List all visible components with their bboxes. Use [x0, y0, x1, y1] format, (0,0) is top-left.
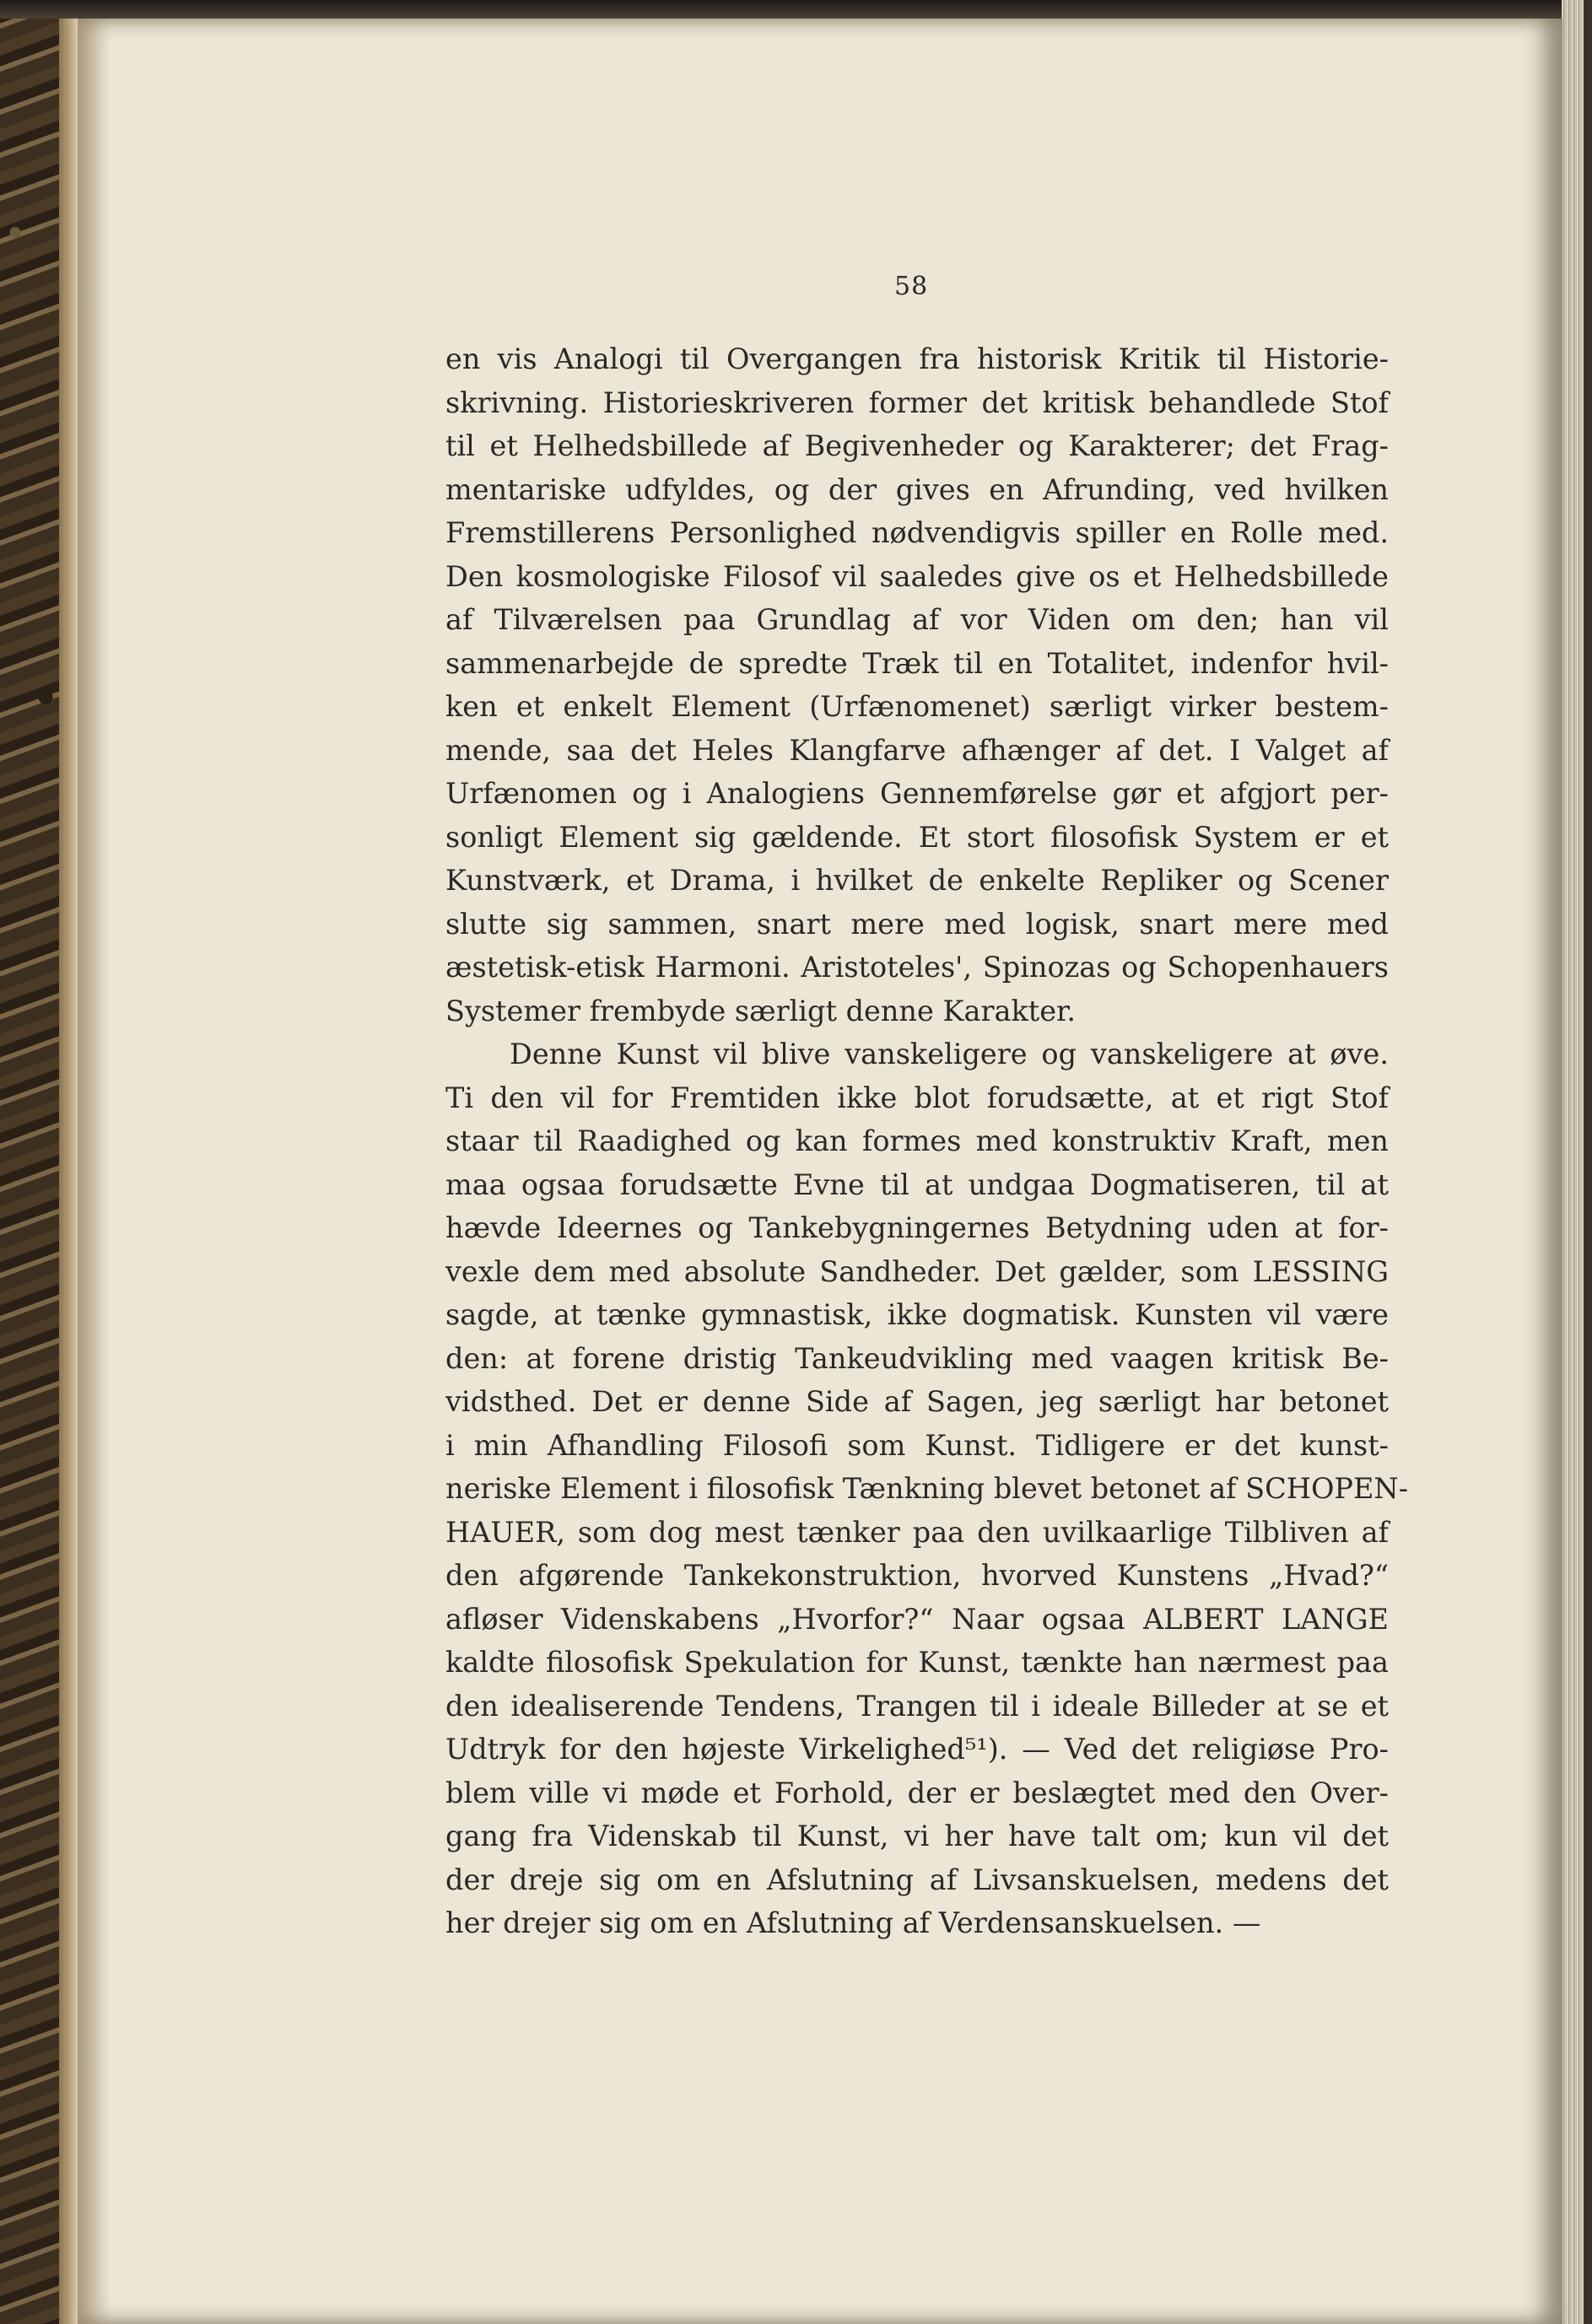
text-line: den afgørende Tankekonstruktion, hvorved Kunstens „Hvad?“ [445, 1559, 1389, 1592]
text-line: til et Helhedsbillede af Begivenheder og Karakterer; det Frag- [445, 429, 1389, 462]
text-line: kaldte filosofisk Spekulation for Kunst, tænkte han nærmest paa [445, 1646, 1389, 1679]
text-line: ken et enkelt Element (Urfænomenet) særligt virker bestem- [445, 690, 1389, 723]
text-line: vexle dem med absolute Sandheder. Det gælder, som LESSING [445, 1254, 1389, 1288]
cover-edge [59, 0, 78, 2324]
text-line: gang fra Videnskab til Kunst, vi her have talt om; kun vil det [445, 1820, 1389, 1852]
text-line: Den kosmologiske Filosof vil saaledes give os et Helhedsbillede [445, 559, 1389, 593]
right-binding [1584, 0, 1592, 2324]
text-line: Kunstværk, et Drama, i hvilket de enkelte Repliker og Scener [445, 864, 1389, 897]
paragraph-end-line: her drejer sig om en Afslutning af Verdensanskuelsen. — [445, 1906, 1261, 1939]
text-line: af Tilværelsen paa Grundlag af vor Viden om den; han vil [445, 603, 1389, 636]
text-line: sagde, at tænke gymnastisk, ikke dogmatisk. Kunsten vil være [445, 1298, 1389, 1331]
text-line: Fremstillerens Personlighed nødvendigvis spiller en Rolle med. [445, 516, 1389, 549]
text-line: sammenarbejde de spredte Træk til en Totalitet, indenfor hvil- [445, 646, 1389, 680]
paragraph-start-line: Denne Kunst vil blive vanskeligere og vanskeligere at øve. [510, 1038, 1389, 1070]
text-line: staar til Raadighed og kan formes med konstruktiv Kraft, men [445, 1124, 1389, 1157]
text-line: slutte sig sammen, snart mere med logisk, snart mere med [445, 907, 1389, 941]
text-line: Ti den vil for Fremtiden ikke blot forudsætte, at et rigt Stof [445, 1081, 1389, 1114]
text-line: afløser Videnskabens „Hvorfor?“ Naar ogsaa ALBERT LANGE [445, 1602, 1389, 1636]
text-line: maa ogsaa forudsætte Evne til at undgaa Dogmatiseren, til at [445, 1167, 1389, 1201]
page-gutter [78, 19, 111, 2324]
body-text [445, 337, 1409, 1945]
text-line: mende, saa det Heles Klangfarve afhænger af det. I Valget af [445, 733, 1389, 767]
text-line: neriske Element i filosofisk Tænkning blevet betonet af SCHOPEN- [445, 1472, 1409, 1505]
paragraph-end-line: Systemer frembyde særligt denne Karakter. [445, 994, 1077, 1027]
text-line: Urfænomen og i Analogiens Gennemførelse gør et afgjort per- [445, 777, 1389, 810]
page-number: 58 [894, 272, 929, 301]
top-binding [0, 0, 1592, 19]
text-line: Udtryk for den højeste Virkelighed⁵¹). — Ved det religiøse Pro- [445, 1733, 1389, 1766]
text-line: i min Afhandling Filosofi som Kunst. Tidligere er det kunst- [445, 1428, 1389, 1462]
text-line: blem ville vi møde et Forhold, der er beslægtet med den Over- [445, 1776, 1389, 1809]
text-line: den idealiserende Tendens, Trangen til i ideale Billeder at se et [445, 1689, 1389, 1723]
text-line: HAUER, som dog mest tænker paa den uvilkaarlige Tilbliven af [445, 1515, 1389, 1549]
text-line: skrivning. Historieskriveren former det kritisk behandlede Stof [445, 386, 1389, 419]
text-line: sonligt Element sig gældende. Et stort filosofisk System er et [445, 820, 1389, 854]
text-line: den: at forene dristig Tankeudvikling med vaagen kritisk Be- [445, 1341, 1389, 1375]
text-line: en vis Analogi til Overgangen fra historisk Kritik til Historie- [445, 342, 1389, 375]
text-line: æstetisk-etisk Harmoni. Aristoteles', Spinozas og Schopenhauers [445, 951, 1389, 984]
text-line: vidsthed. Det er denne Side af Sagen, jeg særligt har betonet [445, 1385, 1389, 1418]
text-line: hævde Ideernes og Tankebygningernes Betydning uden at for- [445, 1211, 1389, 1244]
text-line: der dreje sig om en Afslutning af Livsanskuelsen, medens det [445, 1863, 1389, 1896]
text-line: mentariske udfyldes, og der gives en Afrunding, ved hvilken [445, 472, 1389, 506]
